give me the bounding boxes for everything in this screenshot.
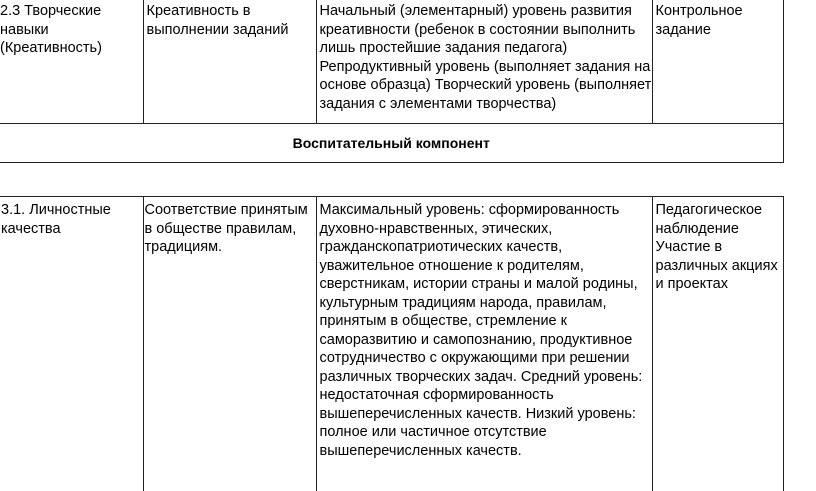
cell-line: Педагогическое xyxy=(655,202,763,218)
cell-method xyxy=(652,0,783,124)
cell-line: Участие в xyxy=(655,239,723,255)
cell-line: навыки xyxy=(0,21,49,38)
cell-line: различных творческих задач. Средний уровень: xyxy=(319,368,643,385)
cell-line: качества xyxy=(1,220,61,237)
cell-line: принятым в обществе, стремление к xyxy=(319,313,567,329)
cell-competency xyxy=(0,197,143,491)
cell-line: задание xyxy=(655,21,711,38)
cell-line: креативности (ребенок в состоянии выполнить xyxy=(319,21,636,38)
cell-line: Контрольное xyxy=(655,3,743,19)
cell-line: в обществе правилам, xyxy=(144,220,297,237)
cell-line: сверстникам, истории страны и малой родины, xyxy=(319,276,638,292)
cell-competency xyxy=(0,0,143,124)
competency-table-top xyxy=(0,0,784,163)
cell-line: различных акциях xyxy=(655,257,778,274)
cell-line: вышеперечисленных качеств. xyxy=(319,442,522,459)
cell-line: Максимальный уровень: сформированность xyxy=(319,202,620,218)
cell-indicator xyxy=(143,197,316,491)
table-row xyxy=(0,0,783,124)
cell-line: сотрудничество с окружающими при решении xyxy=(319,350,630,366)
cell-line: гражданскопатриотических качеств, xyxy=(319,239,563,255)
cell-line: Репродуктивный уровень (выполняет задания на xyxy=(319,58,651,75)
cell-line: 3.1. Личностные xyxy=(1,202,111,218)
cell-line: традициям. xyxy=(144,239,223,255)
section-row xyxy=(0,124,783,163)
cell-line: и проектах xyxy=(655,276,728,292)
cell-line: задания с элементами творчества) xyxy=(319,95,557,112)
cell-line: уважительное отношение к родителям, xyxy=(319,257,584,274)
cell-line: вышеперечисленных качеств. Низкий уровень: xyxy=(319,405,636,422)
cell-line: Начальный (элементарный) уровень развития xyxy=(319,3,632,19)
cell-levels xyxy=(316,197,652,491)
cell-levels xyxy=(316,0,652,124)
section-title: Воспитательный компонент xyxy=(0,124,783,163)
cell-line: основе образца) Творческий уровень (выполняет xyxy=(319,77,652,93)
cell-line: саморазвитию и самопознанию, продуктивное xyxy=(319,331,633,348)
cell-method xyxy=(652,197,783,491)
competency-table-bottom xyxy=(0,196,784,491)
table-row xyxy=(0,197,783,491)
cell-line: духовно-нравственных, этических, xyxy=(319,220,553,237)
cell-line: недостаточная сформированность xyxy=(319,387,554,403)
cell-line: культурным традициям народа, правилам, xyxy=(319,294,607,311)
cell-line: выполнении заданий xyxy=(146,21,289,38)
cell-line: полное или частичное отсутствие xyxy=(319,424,547,440)
cell-line: 2.3 Творческие xyxy=(0,3,102,19)
cell-line: лишь простейшие задания педагога) xyxy=(319,40,568,56)
cell-line: Соответствие принятым xyxy=(144,202,308,218)
cell-indicator xyxy=(143,0,316,124)
cell-line: (Креативность) xyxy=(0,40,102,56)
cell-line: Креативность в xyxy=(146,3,251,19)
cell-line: наблюдение xyxy=(655,220,739,237)
